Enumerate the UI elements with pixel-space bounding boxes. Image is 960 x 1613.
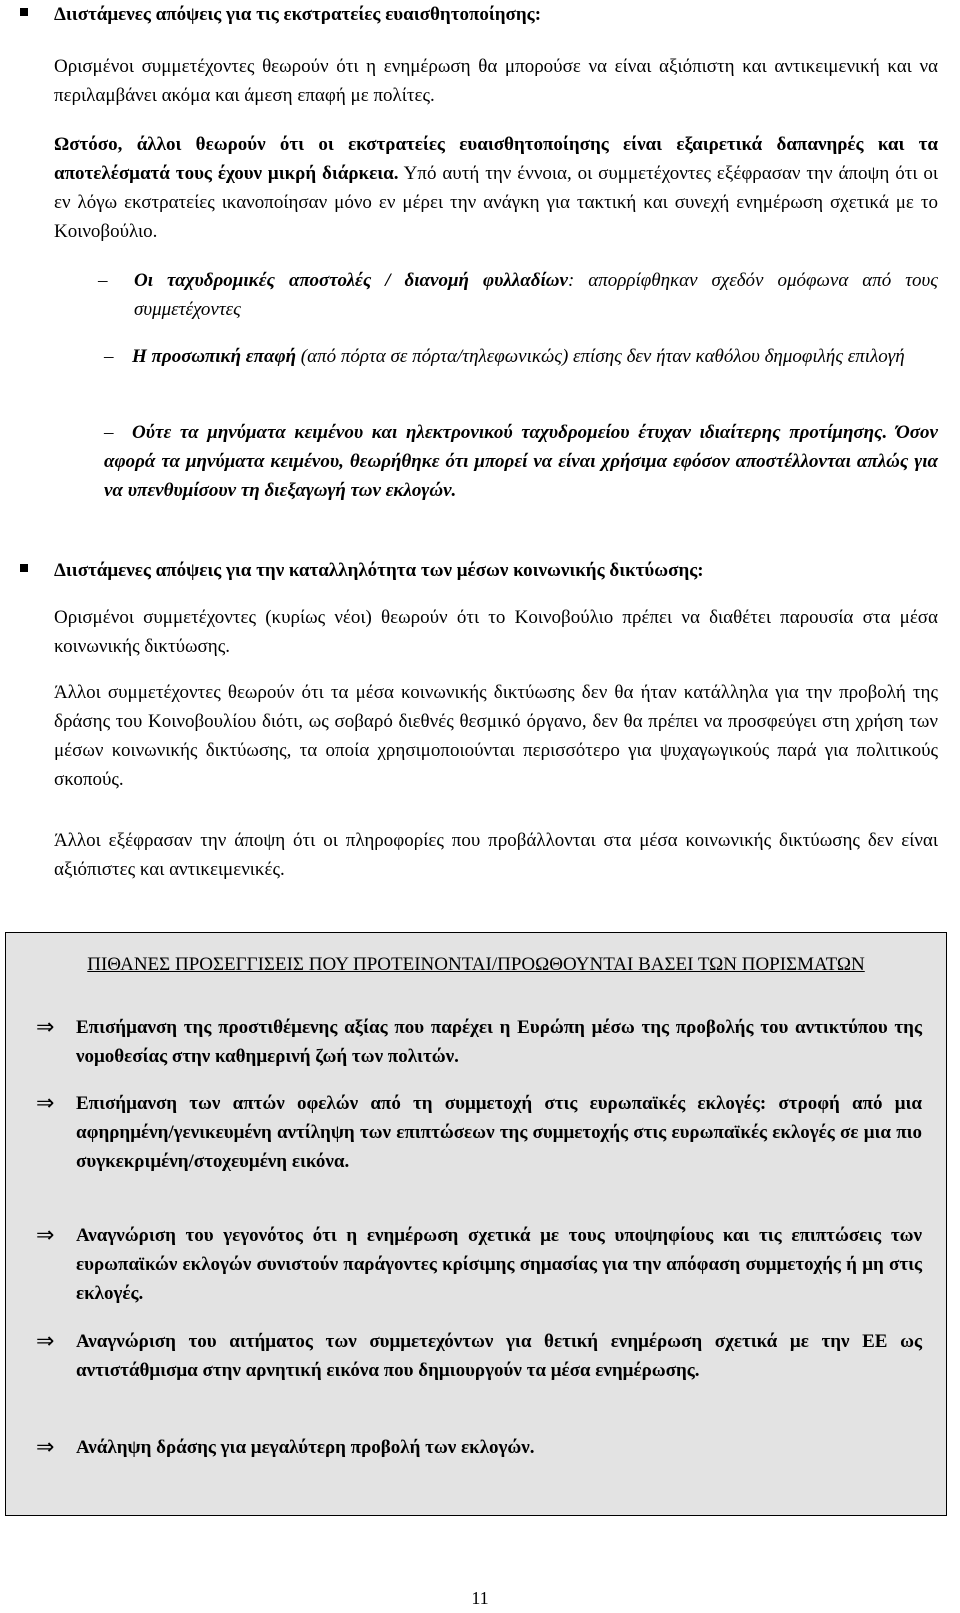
recommendation-item	[36, 1433, 922, 1462]
recommendation-text: Αναγνώριση του αιτήματος των συμμετεχόντων για θετική ενημέρωση σχετικά με την ΕΕ ως αντιστάθμισμα στην αρνητική εικόνα που δημιουργούν τα μέσα ενημέρωσης.	[76, 1331, 922, 1381]
paragraph: Ορισμένοι συμμετέχοντες θεωρούν ότι η ενημέρωση θα μπορούσε να είναι αξιόπιστη και αντικειμενική και να περιλαμβάνει ακόμα και άμεση επαφή με πολίτες.	[54, 56, 938, 106]
recommendation-text: Επισήμανση της προστιθέμενης αξίας που παρέχει η Ευρώπη μέσω της προβολής του αντικτύπου της νομοθεσίας στην καθημερινή ζωή των πολιτών.	[76, 1017, 922, 1067]
double-arrow-icon: ⇒	[36, 1015, 55, 1040]
paragraph: Άλλοι εξέφρασαν την άποψη ότι οι πληροφορίες που προβάλλονται στα μέσα κοινωνικής δικτύωσης δεν είναι αξιόπιστες και αντικειμενικές.	[54, 830, 938, 880]
paragraph-mixed	[54, 130, 938, 246]
paragraph: Άλλοι συμμετέχοντες θεωρούν ότι τα μέσα κοινωνικής δικτύωσης δεν θα ήταν κατάλληλα για την προβολή της δράσης του Κοινοβουλίου διότι, ως σοβαρό διεθνές θεσμικό όργανο, δεν θα πρέπει να προσφεύγει στη χρήση των μέσων κοινωνικής δικτύωσης, τα οποία χρησιμοποιούνται περισσότερο για ψυχαγωγικούς παρά για πολιτικούς σκοπούς.	[54, 682, 938, 790]
double-arrow-icon: ⇒	[36, 1091, 55, 1116]
square-bullet-icon	[20, 564, 28, 572]
dash-marker: –	[104, 422, 114, 443]
double-arrow-icon: ⇒	[36, 1329, 55, 1354]
dash-list-item	[98, 266, 938, 324]
plain-text: Υπό αυτή την έννοια, οι συμμετέχοντες εξέφρασαν την άποψη ότι οι εν λόγω εκστρατείες ικανοποίησαν μόνο εν μέρει την ανάγκη για τακτική και συνεχή ενημέρωση σχετικά με το Κοινοβούλιο.	[54, 163, 938, 242]
paragraph: Ορισμένοι συμμετέχοντες (κυρίως νέοι) θεωρούν ότι το Κοινοβούλιο πρέπει να διαθέτει παρουσία στα μέσα κοινωνικής δικτύωσης.	[54, 607, 938, 657]
bold-text: Ωστόσο, άλλοι θεωρούν ότι οι εκστρατείες ευαισθητοποίησης είναι εξαιρετικά δαπανηρές και τα αποτελέσματά τους έχουν μικρή διάρκεια.	[54, 134, 938, 184]
page-number: 11	[471, 1588, 489, 1608]
double-arrow-icon: ⇒	[36, 1435, 55, 1460]
recommendation-text: Αναγνώριση του γεγονότος ότι η ενημέρωση σχετικά με τους υποψηφίους και τις επιπτώσεις των ευρωπαϊκών εκλογών συνιστούν παράγοντες κρίσιμης σημασίας για την απόφαση συμμετοχής ή μη στις εκλογές.	[76, 1225, 922, 1304]
section-heading-social-media	[20, 556, 938, 585]
bold-italic-text: Ούτε τα μηνύματα κειμένου και ηλεκτρονικού ταχυδρομείου έτυχαν ιδιαίτερης προτίμησης. Όσον αφορά τα μηνύματα κειμένου, θεωρήθηκε ότι μπορεί να είναι χρήσιμα εφόσον αποστέλλονται απλώς για να υπενθυμίσουν τη διεξαγωγή των εκλογών.	[104, 422, 938, 501]
dash-list-item	[104, 418, 938, 505]
recommendation-item	[36, 1221, 922, 1308]
recommendation-text: Επισήμανση των απτών οφελών από τη συμμετοχή στις ευρωπαϊκές εκλογές: στροφή από μια αφηρημένη/γενικευμένη αντίληψη των επιπτώσεων της συμμετοχής στις ευρωπαϊκές εκλογές σε μια πιο συγκεκριμένη/στοχευμένη εικόνα.	[76, 1093, 922, 1172]
recommendation-item	[36, 1327, 922, 1385]
section-heading-text: Διιστάμενες απόψεις για την καταλληλότητα των μέσων κοινωνικής δικτύωσης:	[54, 560, 704, 581]
section-heading-awareness	[20, 0, 938, 29]
bold-italic-text: Η προσωπική επαφή	[132, 346, 297, 367]
recommendation-text: Ανάληψη δράσης για μεγαλύτερη προβολή των εκλογών.	[76, 1437, 535, 1458]
dash-marker: –	[104, 346, 114, 367]
bold-italic-text: Οι ταχυδρομικές αποστολές / διανομή φυλλαδίων	[134, 270, 568, 291]
square-bullet-icon	[20, 8, 28, 16]
dash-marker: –	[98, 270, 108, 291]
recommendation-item	[36, 1089, 922, 1176]
box-title: ΠΙΘΑΝΕΣ ΠΡΟΣΕΓΓΙΣΕΙΣ ΠΟΥ ΠΡΟΤΕΙΝΟΝΤΑΙ/ΠΡΟΩΘΟΥΝΤΑΙ ΒΑΣΕΙ ΤΩΝ ΠΟΡΙΣΜΑΤΩΝ	[87, 954, 865, 975]
italic-text: : απορρίφθηκαν σχεδόν ομόφωνα από τους συμμετέχοντες	[134, 270, 938, 320]
recommendations-box	[5, 932, 947, 1516]
italic-text: (από πόρτα σε πόρτα/τηλεφωνικώς) επίσης δεν ήταν καθόλου δημοφιλής επιλογή	[296, 346, 905, 367]
dash-list-item	[104, 342, 938, 371]
recommendation-item	[36, 1013, 922, 1071]
double-arrow-icon: ⇒	[36, 1223, 55, 1248]
section-heading-text: Διιστάμενες απόψεις για τις εκστρατείες ευαισθητοποίησης:	[54, 4, 542, 25]
